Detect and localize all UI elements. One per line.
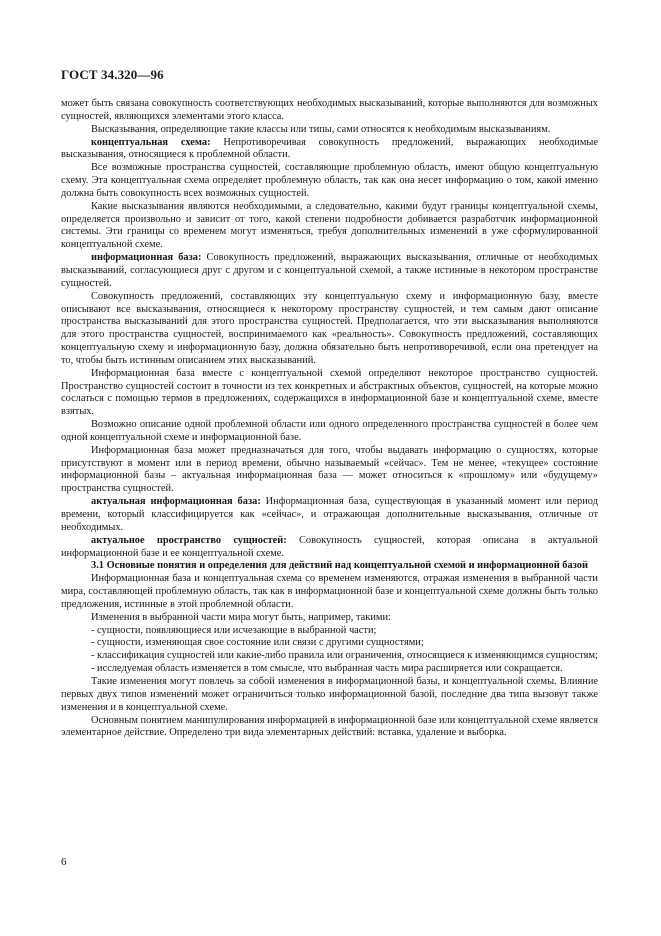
body-paragraph: Информационная база вместе с концептуальной схемой определяют некоторое пространство сущностей. Пространство сущностей состоит в точности из тех конкретных и абстрактных объектов, сущностей, на которые можно сослаться с помощью термов в предложениях, содержащихся в информационной базе и концептуальной схеме, вместе взятых. <box>61 367 598 418</box>
document-body <box>61 98 598 740</box>
body-paragraph: Возможно описание одной проблемной области или одного определенного пространства сущностей в более чем одной концептуальной схеме и информационной базе. <box>61 419 598 443</box>
term-label: актуальное пространство сущностей: <box>91 534 287 546</box>
definition-paragraph <box>61 535 598 561</box>
body-paragraph: Высказывания, определяющие такие классы или типы, сами относятся к необходимым высказываниям. <box>91 123 551 135</box>
term-label: информационная база: <box>91 252 202 264</box>
section-heading: 3.1 Основные понятия и определения для действий над концептуальной схемой и информационной базой <box>91 560 588 572</box>
definition-text: Совокупность сущностей, которая описана в актуальной информационной базе и ее концептуальной схеме. <box>61 534 598 559</box>
body-paragraph: Совокупность предложений, составляющих эту концептуальную схему и информационную базу, вместе описывают все высказывания, относящиеся к некоторому пространству сущностей, и тем самым дают описание пространства высказываний для этого пространства сущностей. Предполагается, что эти высказывания выполняются для этого пространства сущностей, воспринимаемого как «реальность». Совокупность предложений, составляющих концептуальную схему и информационную базу, должна обязательно быть непротиворечивой, если она претендует на то, чтобы быть истинным описанием этих высказываний. <box>61 290 598 366</box>
body-paragraph: Информационная база и концептуальная схема со временем изменяются, отражая изменения в выбранной части мира, составляющей проблемную область, так как в информационной базе и концептуальной схеме должны быть только предложения, истинные в этой проблемной области. <box>61 573 598 610</box>
body-paragraph: Такие изменения могут повлечь за собой изменения в информационной базы, и концептуальной схемы. Влияние первых двух типов изменений может ограничиться только информационной базой, последние два типа вызовут также изменения и в концептуальной схеме. <box>61 675 598 713</box>
document-header: ГОСТ 34.320—96 <box>61 67 164 82</box>
definition-paragraph <box>61 252 598 291</box>
body-paragraph: Все возможные пространства сущностей, составляющие проблемную область, имеют общую концептуальную схему. Эта концептуальная схема определяет проблемную область, так как она несет информацию о том, какой именно должна быть совокупность всех возможных сущностей. <box>61 162 598 199</box>
body-paragraph: Изменения в выбранной части мира могут быть, например, такими: <box>91 611 391 623</box>
term-label: актуальная информационная база: <box>91 496 261 508</box>
definition-text: Непротиворечивая совокупность предложений, выражающих необходимые высказывания, относящиеся к проблемной области. <box>61 136 599 161</box>
list-item: - исследуемая область изменяется в том смысле, что выбранная часть мира расширяется или сокращается. <box>91 663 563 675</box>
definition-text: Информационная база, существующая в указанный момент или период времени, который классифицируется как «сейчас», и отражающая дополнительные высказывания, отличные от необходимых. <box>61 496 598 533</box>
body-paragraph: Основным понятием манипулирования информацией в информационной базе или концептуальной схеме является элементарное действие. Определено три вида элементарных действий: вставка, удаление и выборка. <box>61 714 598 739</box>
body-paragraph: может быть связана совокупность соответствующих необходимых высказываний, которые выполняются для возможных сущностей, являющихся элементами этого класса. <box>61 98 598 122</box>
page-number: 6 <box>61 856 67 868</box>
definition-paragraph <box>61 137 598 163</box>
list-item: - сущности, изменяющая свое состояние или связи с другими сущностями; <box>91 637 424 649</box>
term-label: концептуальная схема: <box>91 136 211 148</box>
definition-paragraph <box>61 496 598 535</box>
definition-text: Совокупность предложений, выражающих высказывания, отличные от необходимых высказываний, согласующиеся друг с другом и с концептуальной схемой, а также истинные в некотором пространстве сущностей. <box>61 252 598 289</box>
body-paragraph: Информационная база может предназначаться для того, чтобы выдавать информацию о сущностях, которые присутствуют в момент или в период времени, обычно называемый «сейчас». Тем не менее, «текущее» состояние информационной базы – актуальная информационная база — может относиться к «прошлому» или «будущему» пространства сущностей. <box>61 444 598 495</box>
body-paragraph: Какие высказывания являются необходимыми, а следовательно, какими будут границы концептуальной схемы, определяется произвольно и зависит от того, какой степени подробности добивается разработчик информационной системы. Эти границы со временем могут изменяться, требуя дополнительных изменений в уже сформулированной концептуальной схеме. <box>61 200 598 251</box>
list-item: - сущности, появляющиеся или исчезающие в выбранной части; <box>91 624 377 636</box>
list-item: - классификация сущностей или какие-либо правила или ограничения, относящиеся к изменяющимся сущностям; <box>91 650 598 662</box>
